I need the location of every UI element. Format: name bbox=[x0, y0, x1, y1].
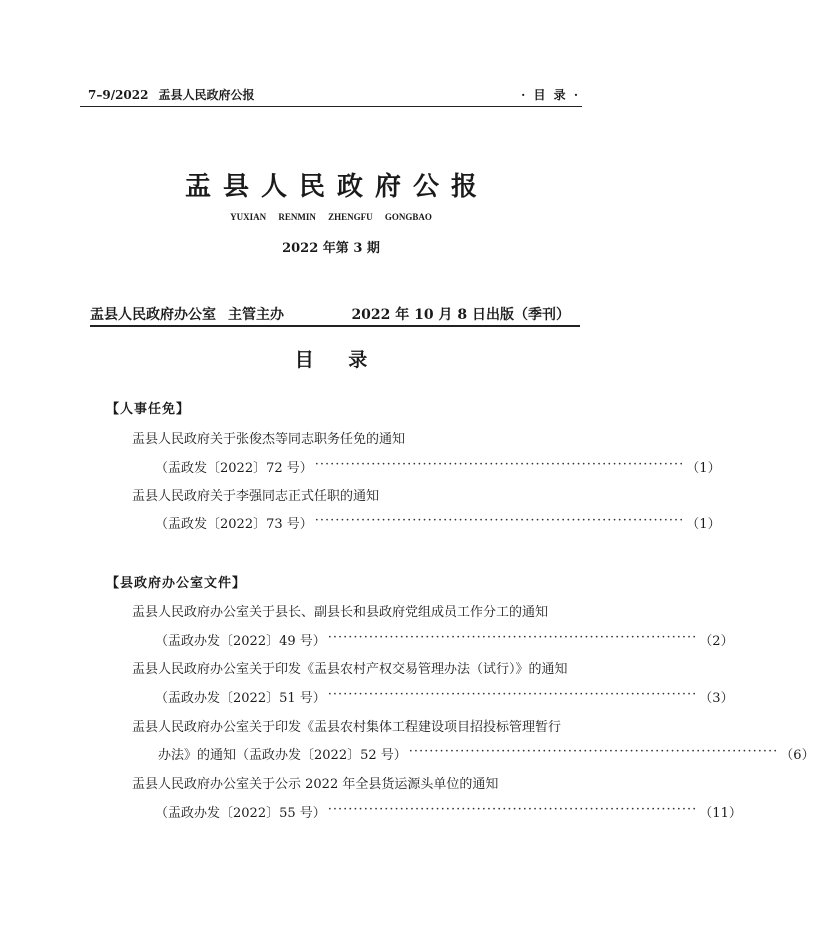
organizer-role: 主管主办 bbox=[228, 307, 284, 323]
masthead-title: 盂县人民政府公报 bbox=[184, 172, 489, 202]
issue-number: 2022 年第 3 期 bbox=[282, 241, 380, 256]
toc-entry-title[interactable]: 盂县人民政府办公室关于公示 2022 年全县货运源头单位的通知 bbox=[132, 777, 499, 792]
toc-entry-title[interactable]: 盂县人民政府办公室关于县长、副县长和县政府党组成员工作分工的通知 bbox=[132, 605, 549, 620]
toc-entry-docno-row[interactable] bbox=[155, 630, 734, 649]
toc-entry-title[interactable]: 盂县人民政府办公室关于印发《盂县农村产权交易管理办法（试行）》的通知 bbox=[132, 662, 568, 677]
toc-entry-page: （11） bbox=[699, 806, 742, 821]
masthead-title-english: YUXIAN RENMIN ZHENGFU GONGBAO bbox=[230, 212, 432, 222]
toc-entry-page: （2） bbox=[699, 634, 734, 649]
publication-name: 盂县人民政府公报 bbox=[158, 88, 255, 102]
toc-entry-title[interactable]: 盂县人民政府关于张俊杰等同志职务任免的通知 bbox=[132, 432, 406, 447]
toc-entry-docno: （盂政办发〔2022〕49 号） bbox=[155, 634, 326, 649]
toc-entry-docno-row[interactable] bbox=[158, 744, 815, 763]
toc-entry-docno-row[interactable] bbox=[155, 513, 721, 532]
toc-entry-page: （1） bbox=[686, 517, 721, 532]
leader-dots: ········································································ bbox=[314, 513, 685, 528]
issue-code: 7–9/2022 bbox=[88, 88, 149, 102]
toc-entry-docno: 办法》的通知（盂政办发〔2022〕52 号） bbox=[158, 748, 407, 763]
toc-entry-docno-row[interactable] bbox=[155, 802, 742, 821]
toc-section-heading: 【县政府办公室文件】 bbox=[106, 576, 247, 591]
toc-section-heading: 【人事任免】 bbox=[106, 402, 191, 417]
leader-dots: ········································································ bbox=[408, 744, 779, 759]
leader-dots: ········································································ bbox=[327, 630, 698, 645]
toc-entry-page: （1） bbox=[686, 461, 721, 476]
toc-entry-docno: （盂政发〔2022〕72 号） bbox=[155, 461, 313, 476]
publish-date: 2022 年 10 月 8 日出版（季刊） bbox=[351, 307, 570, 323]
organizer: 盂县人民政府办公室 bbox=[90, 307, 216, 323]
toc-entry-page: （3） bbox=[699, 691, 734, 706]
toc-entry-docno-row[interactable] bbox=[155, 457, 721, 476]
leader-dots: ········································································ bbox=[327, 802, 698, 817]
sponsor-rule bbox=[90, 325, 580, 327]
toc-entry-page: （6） bbox=[780, 748, 815, 763]
toc-entry-docno: （盂政发〔2022〕73 号） bbox=[155, 517, 313, 532]
toc-entry-docno: （盂政办发〔2022〕55 号） bbox=[155, 806, 326, 821]
toc-title: 目 录 bbox=[294, 349, 382, 371]
running-header-left bbox=[88, 86, 255, 103]
running-header-section: · 目 录 · bbox=[521, 88, 580, 102]
toc-entry-docno: （盂政办发〔2022〕51 号） bbox=[155, 691, 326, 706]
toc-entry-title[interactable]: 盂县人民政府关于李强同志正式任职的通知 bbox=[132, 489, 380, 504]
toc-entry-title[interactable]: 盂县人民政府办公室关于印发《盂县农村集体工程建设项目招投标管理暂行 bbox=[132, 720, 562, 735]
header-rule bbox=[80, 106, 582, 107]
sponsor-line bbox=[90, 304, 284, 324]
leader-dots: ········································································ bbox=[327, 687, 698, 702]
leader-dots: ········································································ bbox=[314, 457, 685, 472]
toc-entry-docno-row[interactable] bbox=[155, 687, 734, 706]
